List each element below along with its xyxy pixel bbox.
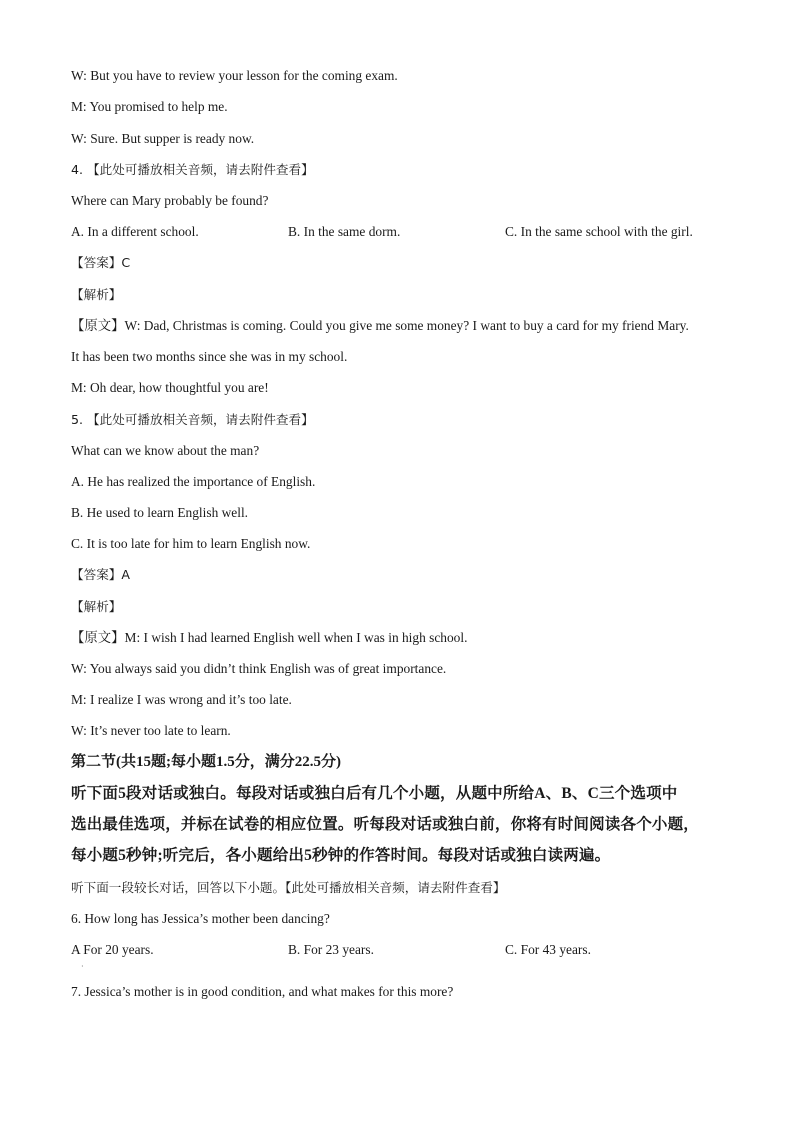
dialogue-line: W: But you have to review your lesson for the coming exam. [71,68,398,83]
q4-analysis-label: 【解析】 [71,287,122,302]
question-4-heading: 4. 【此处可播放相关音频，请去附件查看】 [71,162,314,177]
section-2-title: 第二节(共15题;每小题1.5分，满分22.5分) [71,754,341,770]
question-7-text: 7. Jessica’s mother is in good condition, and what makes for this more? [71,984,454,999]
q5-transcript: W: You always said you didn’t think English was of great importance. [71,661,447,676]
section-2-instructions: 听下面5段对话或独白。每段对话或独白后有几个小题，从题中所给A、B、C三个选项中 [71,785,678,802]
q4-option-c: C. In the same school with the girl. [505,224,693,239]
q4-transcript: M: Oh dear, how thoughtful you are! [71,380,269,395]
q5-option-a: A. He has realized the importance of English. [71,474,316,489]
question-6-text: 6. How long has Jessica’s mother been dancing? [71,911,330,926]
q4-option-a: A. In a different school. [71,224,199,239]
q5-answer: 【答案】A [71,567,130,582]
question-4-text: Where can Mary probably be found? [71,193,269,208]
q4-answer: 【答案】C [71,255,131,270]
question-5-heading: 5. 【此处可播放相关音频，请去附件查看】 [71,412,314,427]
question-5-text: What can we know about the man? [71,443,260,458]
section-2-instructions: 选出最佳选项，并标在试卷的相应位置。听每段对话或独白前，你将有时间阅读各个小题， [71,816,700,833]
q6-option-c: C. For 43 years. [505,942,591,957]
section-2-instructions: 每小题5秒钟;听完后，各小题给出5秒钟的作答时间。每段对话或独白读两遍。 [71,847,611,864]
dialogue-line: M: You promised to help me. [71,99,228,114]
q4-transcript: It has been two months since she was in my school. [71,349,348,364]
stray-mark: · [81,962,84,971]
dialogue-line: W: Sure. But supper is ready now. [71,131,255,146]
q6-option-b: B. For 23 years. [288,942,374,957]
q5-transcript: M: I realize I was wrong and it’s too late. [71,692,292,707]
q5-analysis-label: 【解析】 [71,599,122,614]
q5-option-c: C. It is too late for him to learn English now. [71,536,311,551]
q6-option-a: A For 20 years. [71,942,154,957]
q4-option-b: B. In the same dorm. [288,224,401,239]
q5-transcript: W: It’s never too late to learn. [71,723,231,738]
long-dialogue-intro: 听下面一段较长对话，回答以下小题。【此处可播放相关音频，请去附件查看】 [71,880,506,895]
q4-transcript: 【原文】W: Dad, Christmas is coming. Could you give me some money? I want to buy a card for my friend Mary. [71,318,689,333]
q5-option-b: B. He used to learn English well. [71,505,249,520]
q5-transcript: 【原文】M: I wish I had learned English well when I was in high school. [71,630,468,645]
